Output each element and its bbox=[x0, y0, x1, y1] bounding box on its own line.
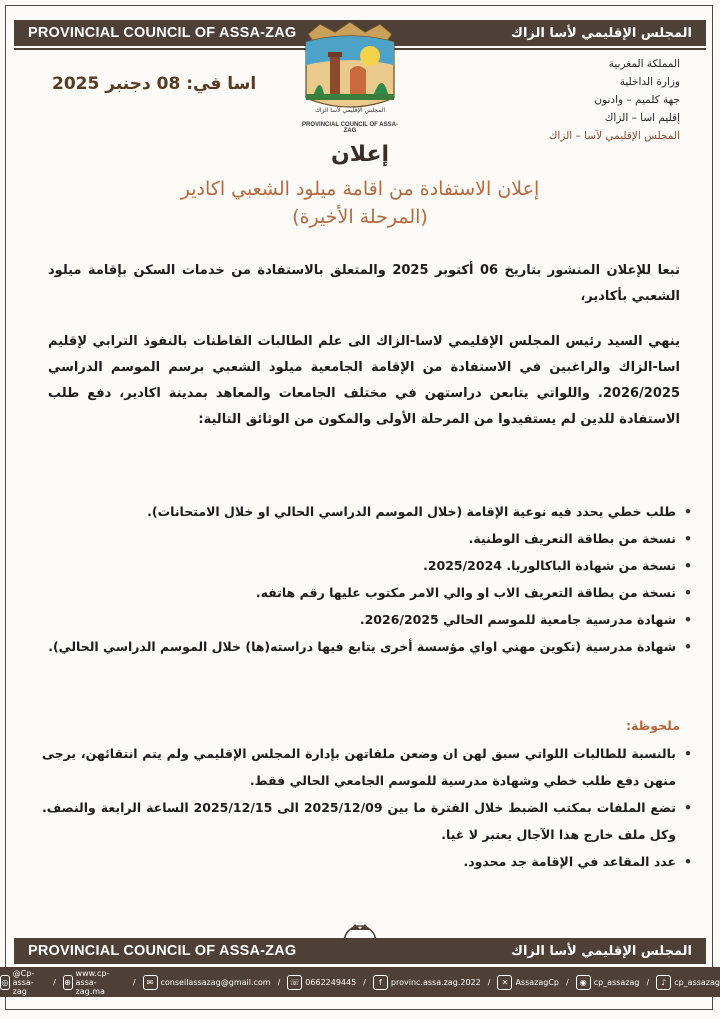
authority-line: المجلس الإقليمي لآسا – الزاك bbox=[548, 130, 680, 142]
list-item: • نسخة من بطاقة التعريف الاب او والي الامر مكتوب عليها رقم هاتفه. bbox=[42, 579, 692, 606]
footer-item[interactable] bbox=[63, 969, 126, 996]
list-item: • شهادة مدرسية جامعية للموسم الحالي 2026/2025. bbox=[42, 606, 692, 633]
authority-line: المملكة المغربية bbox=[608, 58, 680, 70]
instagram-icon: ◉ bbox=[576, 975, 591, 990]
footer-text: cp_assazag bbox=[674, 977, 720, 987]
document-date: اسا في: 08 دجنبر 2025 bbox=[52, 74, 257, 94]
notes-list bbox=[42, 740, 692, 875]
footer-arabic-name: المجلس الإقليمي لأسا الزاك bbox=[511, 943, 692, 959]
list-item: • عدد المقاعد في الإقامة جد محدود. bbox=[42, 848, 692, 875]
footer-item[interactable] bbox=[497, 975, 559, 990]
authority-line: وزارة الداخلية bbox=[619, 76, 680, 88]
list-item: • تضع الملفات بمكتب الضبط خلال الفترة ما بين 2025/12/09 الى 2025/12/15 الساعة الرابعة والنصف. وكل ملف خارج هذا الآجال يعتبر لا غيا. bbox=[42, 794, 692, 848]
contact-footer: ◎ @Cp-assa-zag / ⊕ www.cp-assa-zag.ma / ✉ conseilassazag@gmail.com / ☏ 0662249445 / f provinc.assa.zag.2022 / ✕ AssazagCp / ◉ cp_assazag / ♪ cp_assazag bbox=[1, 968, 720, 996]
header-arabic-name: المجلس الإقليمي لأسا الزاك bbox=[511, 25, 692, 41]
header-english-name: PROVINCIAL COUNCIL OF ASSA-ZAG bbox=[28, 25, 297, 41]
phone-icon: ☏ bbox=[287, 975, 302, 990]
footer-item[interactable] bbox=[0, 969, 46, 996]
x-icon: ✕ bbox=[497, 975, 512, 990]
main-paragraph: ينهي السيد رئيس المجلس الإقليمي لاسا-الزاك الى علم الطالبات القاطنات بالنفوذ الترابي لإقليم اسا-الزاك والراغبين في الاستفادة من الإقامة الجامعية ميلود الشعبي برسم الموسم الدراسي 2026/2025. واللواتي يتابعن دراستهن في مختلف الجامعات والمعاهد بمدينة اكادير، دفع طلب الاستفادة للدين لم يستفيدوا من المرحلة الأولى والمكون من الوثائق التالية: bbox=[48, 334, 680, 427]
mail-icon: ✉ bbox=[143, 975, 158, 990]
logo-english-text: PROVINCIAL COUNCIL OF ASSA-ZAG bbox=[302, 122, 398, 134]
footer-bar bbox=[14, 938, 706, 964]
footer-text: AssazagCp bbox=[515, 977, 559, 987]
intro-paragraph: تبعا للإعلان المنشور بتاريخ 06 أكتوبر 2025 والمتعلق بالاستفادة من خدمات السكن بإقامة ميلود الشعبي بأكادير، bbox=[48, 263, 680, 304]
footer-text: www.cp-assa-zag.ma bbox=[75, 968, 110, 996]
footer-english-name: PROVINCIAL COUNCIL OF ASSA-ZAG bbox=[28, 943, 297, 959]
logo-arabic-text: المجلس الإقليمي لأسا الزاك bbox=[314, 107, 386, 114]
authority-block bbox=[549, 55, 680, 145]
globe-icon: ◎ bbox=[0, 975, 10, 990]
announcement-subtitle: إعلان الاستفادة من اقامة ميلود الشعبي اكادير bbox=[180, 178, 540, 200]
list-item: • شهادة مدرسية (تكوين مهني اواي مؤسسة أخرى يتابع فيها دراسته(ها) خلال الموسم الدراسي الحالي). bbox=[42, 633, 692, 660]
authority-line: جهة كلميم – وادنون bbox=[594, 94, 680, 106]
tiktok-icon: ♪ bbox=[656, 975, 671, 990]
footer-text: cp_assazag bbox=[593, 977, 640, 987]
footer-item[interactable] bbox=[143, 975, 271, 990]
footer-item[interactable] bbox=[373, 975, 481, 990]
web-icon: ⊕ bbox=[63, 975, 73, 990]
list-item: • طلب خطي يحدد فيه نوعية الإقامة (خلال الموسم الدراسي الحالي او خلال الامتحانات). bbox=[42, 498, 692, 525]
facebook-icon: f bbox=[373, 975, 388, 990]
list-item: • نسخة من بطاقة التعريف الوطنية. bbox=[42, 525, 692, 552]
note-heading: ملحوظة: bbox=[625, 718, 680, 733]
required-documents-list bbox=[42, 498, 692, 660]
footer-item[interactable] bbox=[656, 975, 720, 990]
footer-item[interactable] bbox=[576, 975, 640, 990]
list-item: • بالنسبة للطالبات اللواتي سبق لهن ان وضعن ملفاتهن بإدارة المجلس الإقليمي ولم يتم انتقائهن، يرجى منهن دفع طلب خطي وشهادة مدرسية للموسم الجامعي الحالي فقط. bbox=[42, 740, 692, 794]
footer-text: conseilassazag@gmail.com bbox=[160, 977, 271, 987]
footer-text: @Cp-assa-zag bbox=[12, 968, 35, 996]
announcement-phase: (المرحلة الأخيرة) bbox=[292, 206, 428, 228]
footer-text: provinc.assa.zag.2022 bbox=[390, 977, 481, 987]
footer-text: 0662249445 bbox=[305, 977, 357, 987]
footer-item[interactable] bbox=[287, 975, 356, 990]
authority-line: إقليم اسا – الزاك bbox=[604, 112, 680, 124]
announcement-title: إعلان bbox=[330, 142, 390, 167]
list-item: • نسخة من شهادة الباكالوريا. 2025/2024. bbox=[42, 552, 692, 579]
council-logo-icon bbox=[300, 20, 400, 132]
